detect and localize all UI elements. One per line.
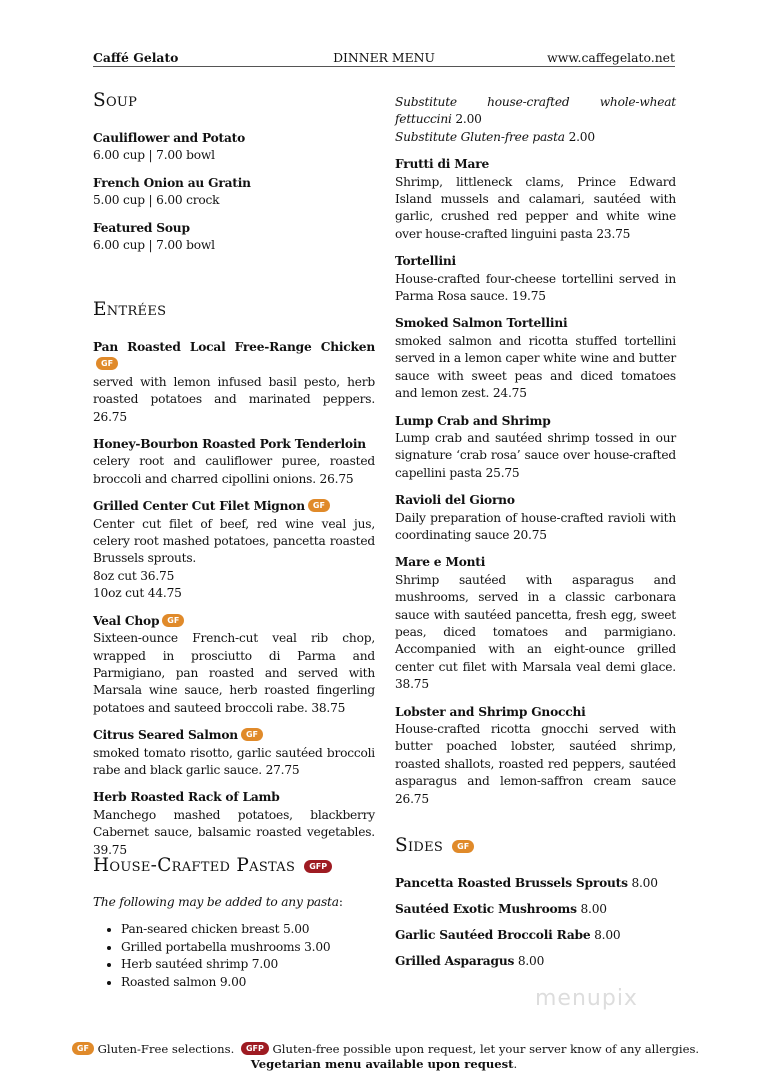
item-name-text: Lump Crab and Shrimp	[395, 413, 551, 428]
menu-item	[93, 613, 375, 717]
item-name	[395, 704, 676, 721]
soup-list	[93, 130, 375, 254]
side-name: Sautéed Exotic Mushrooms	[395, 901, 577, 916]
menu-item	[395, 253, 676, 305]
section-heading-entrees: Entrées	[93, 299, 167, 320]
section-heading-soup: Soup	[93, 90, 138, 111]
item-name	[93, 727, 375, 744]
item-name	[395, 413, 676, 430]
gf-badge-icon: GF	[241, 728, 263, 741]
side-item	[395, 875, 676, 892]
item-name-text: Honey-Bourbon Roasted Pork Tenderloin	[93, 437, 366, 452]
vegetarian-text: Vegetarian menu available upon request	[250, 1057, 514, 1071]
substitute-price: 2.00	[455, 112, 482, 127]
menu-item	[93, 130, 375, 165]
item-name	[395, 315, 676, 332]
item-name-text: Lobster and Shrimp Gnocchi	[395, 704, 586, 719]
menu-item	[93, 339, 375, 426]
substitute-option	[395, 94, 676, 129]
item-price-option: 8oz cut 36.75	[93, 568, 175, 583]
sides-title: Sides	[395, 835, 444, 857]
item-price-option: 10oz cut 44.75	[93, 586, 182, 601]
item-name	[395, 253, 676, 270]
substitute-text: Substitute house-crafted whole-wheat fettuccini	[395, 95, 676, 127]
menupix-watermark: menupix	[535, 986, 638, 1011]
item-name-text: Ravioli del Giorno	[395, 493, 515, 508]
gf-badge-icon: GF	[452, 840, 474, 853]
menu-item	[93, 789, 375, 859]
gf-badge-icon: GF	[308, 499, 330, 512]
footer	[0, 1042, 768, 1072]
addon-item: • Roasted salmon 9.00	[121, 974, 375, 991]
side-name: Pancetta Roasted Brussels Sprouts	[395, 876, 628, 891]
menu-item	[93, 727, 375, 779]
item-name-text: Veal Chop	[93, 613, 160, 628]
item-name-text: Herb Roasted Rack of Lamb	[93, 790, 280, 805]
item-description: 6.00 cup | 7.00 bowl	[93, 148, 215, 163]
right-column	[395, 94, 676, 979]
side-price: 8.00	[580, 901, 607, 916]
side-name: Grilled Asparagus	[395, 953, 515, 968]
item-name-text: Mare e Monti	[395, 555, 486, 570]
item-name	[93, 436, 375, 453]
item-description: Manchego mashed potatoes, blackberry Cabernet sauce, balsamic roasted vegetables. 39.75	[93, 807, 375, 857]
item-name	[93, 339, 375, 374]
addon-item: • Pan-seared chicken breast 5.00	[121, 921, 375, 938]
side-name: Garlic Sautéed Broccoli Rabe	[395, 927, 591, 942]
menu-item	[395, 413, 676, 483]
item-description: Lump crab and sautéed shrimp tossed in our signature ‘crab rosa’ sauce over house-crafted capellini pasta 25.75	[395, 430, 676, 480]
section-heading-sides	[395, 835, 676, 857]
entrees-section	[93, 299, 375, 869]
side-item	[395, 927, 676, 944]
item-description: celery root and cauliflower puree, roasted broccoli and charred cipollini onions. 26.75	[93, 454, 375, 486]
item-name	[395, 554, 676, 571]
item-description: smoked salmon and ricotta stuffed tortellini served in a lemon caper white wine and butter sauce with sweet peas and diced tomatoes and lemon zest. 24.75	[395, 333, 676, 401]
item-name-text: Smoked Salmon Tortellini	[395, 316, 568, 331]
side-item	[395, 953, 676, 970]
item-name-text: Pan Roasted Local Free-Range Chicken	[93, 340, 375, 354]
footer-legend	[0, 1042, 768, 1057]
addon-item: • Grilled portabella mushrooms 3.00	[121, 939, 375, 956]
substitute-price: 2.00	[568, 129, 595, 144]
menu-item	[395, 704, 676, 808]
gfp-badge-icon: GFP	[241, 1042, 269, 1055]
substitute-text: Substitute Gluten-free pasta	[395, 129, 565, 144]
menu-item	[93, 436, 375, 488]
pasta-addons-intro	[93, 894, 375, 911]
menu-item	[395, 315, 676, 402]
intro-colon: :	[338, 895, 343, 909]
gfp-badge-icon: GFP	[304, 860, 332, 873]
side-price: 8.00	[594, 927, 621, 942]
gf-legend-text: Gluten-Free selections.	[97, 1042, 235, 1056]
gf-badge-icon: GF	[72, 1042, 94, 1055]
menu-item	[93, 498, 375, 602]
menu-item	[93, 175, 375, 210]
item-description: Sixteen-ounce French-cut veal rib chop, wrapped in prosciutto di Parma and Parmigiano, pan roasted and served with Marsala wine sauce, herb roasted fingerling potatoes and sauteed broccoli rabe. 38.75	[93, 631, 375, 715]
vegetarian-period: .	[513, 1057, 518, 1071]
entree-list	[93, 339, 375, 859]
item-name	[93, 789, 375, 806]
item-name-text: French Onion au Gratin	[93, 175, 251, 190]
restaurant-name: Caffé Gelato	[93, 50, 179, 65]
item-name	[395, 492, 676, 509]
item-name-text: Featured Soup	[93, 220, 190, 235]
item-name	[93, 130, 375, 147]
item-description: Shrimp sautéed with asparagus and mushrooms, served in a classic carbonara sauce with sautéed pancetta, fresh egg, sweet peas, diced tomatoes and parmigiano. Accompanied with an eight-ounce grilled center cut filet with Marsala veal demi glace. 38.75	[395, 572, 676, 692]
item-description: Center cut filet of beef, red wine veal jus, celery root mashed potatoes, pancetta roasted Brussels sprouts.	[93, 516, 375, 566]
page-header	[93, 49, 675, 67]
item-name	[93, 220, 375, 237]
gf-badge-icon: GF	[162, 614, 184, 627]
menu-title: DINNER MENU	[333, 50, 435, 65]
soup-section	[93, 90, 375, 264]
sides-list	[395, 875, 676, 970]
item-description: House-crafted ricotta gnocchi served with butter poached lobster, sautéed shrimp, roasted shallots, roasted red peppers, sautéed asparagus and lemon-saffron cream sauce 26.75	[395, 722, 676, 806]
gf-badge-icon: GF	[96, 357, 118, 370]
vegetarian-note	[0, 1057, 768, 1072]
item-name	[93, 613, 375, 630]
item-description: served with lemon infused basil pesto, herb roasted potatoes and marinated peppers. 26.75	[93, 374, 375, 424]
section-heading-pastas	[93, 855, 375, 877]
item-name-text: Cauliflower and Potato	[93, 131, 246, 145]
item-description: Shrimp, littleneck clams, Prince Edward Island mussels and calamari, sautéed with garlic, crushed red pepper and white wine over house-crafted linguini pasta 23.75	[395, 174, 676, 241]
addon-item: • Herb sautéed shrimp 7.00	[121, 956, 375, 973]
item-description: smoked tomato risotto, garlic sautéed broccoli rabe and black garlic sauce. 27.75	[93, 745, 375, 777]
item-name-text: Frutti di Mare	[395, 157, 490, 172]
item-name	[93, 498, 375, 515]
item-description: House-crafted four-cheese tortellini served in Parma Rosa sauce. 19.75	[395, 271, 676, 304]
item-name-text: Tortellini	[395, 254, 456, 269]
gfp-legend-text: Gluten-free possible upon request, let your server know of any allergies.	[272, 1042, 700, 1056]
website-link[interactable]: www.caffegelato.net	[547, 50, 675, 65]
side-price: 8.00	[631, 876, 658, 891]
menu-item	[93, 220, 375, 255]
pastas-title: House-Crafted Pastas	[93, 855, 296, 876]
pasta-list	[395, 156, 676, 808]
item-description: 6.00 cup | 7.00 bowl	[93, 238, 215, 253]
menu-item	[395, 492, 676, 544]
item-description: Daily preparation of house-crafted ravioli with coordinating sauce 20.75	[395, 510, 676, 542]
side-item	[395, 901, 676, 918]
item-name-text: Citrus Seared Salmon	[93, 728, 238, 743]
pastas-section	[93, 855, 375, 991]
menu-item	[395, 156, 676, 243]
item-name	[395, 156, 676, 173]
item-name-text: Grilled Center Cut Filet Mignon	[93, 499, 305, 514]
item-description: 5.00 cup | 6.00 crock	[93, 193, 220, 208]
intro-text: The following may be added to any pasta	[93, 895, 339, 909]
item-name	[93, 175, 375, 192]
menu-item	[395, 554, 676, 693]
pasta-addons-list	[93, 921, 375, 991]
substitute-option	[395, 129, 676, 146]
side-price: 8.00	[517, 953, 545, 968]
pasta-substitutes	[395, 94, 676, 146]
